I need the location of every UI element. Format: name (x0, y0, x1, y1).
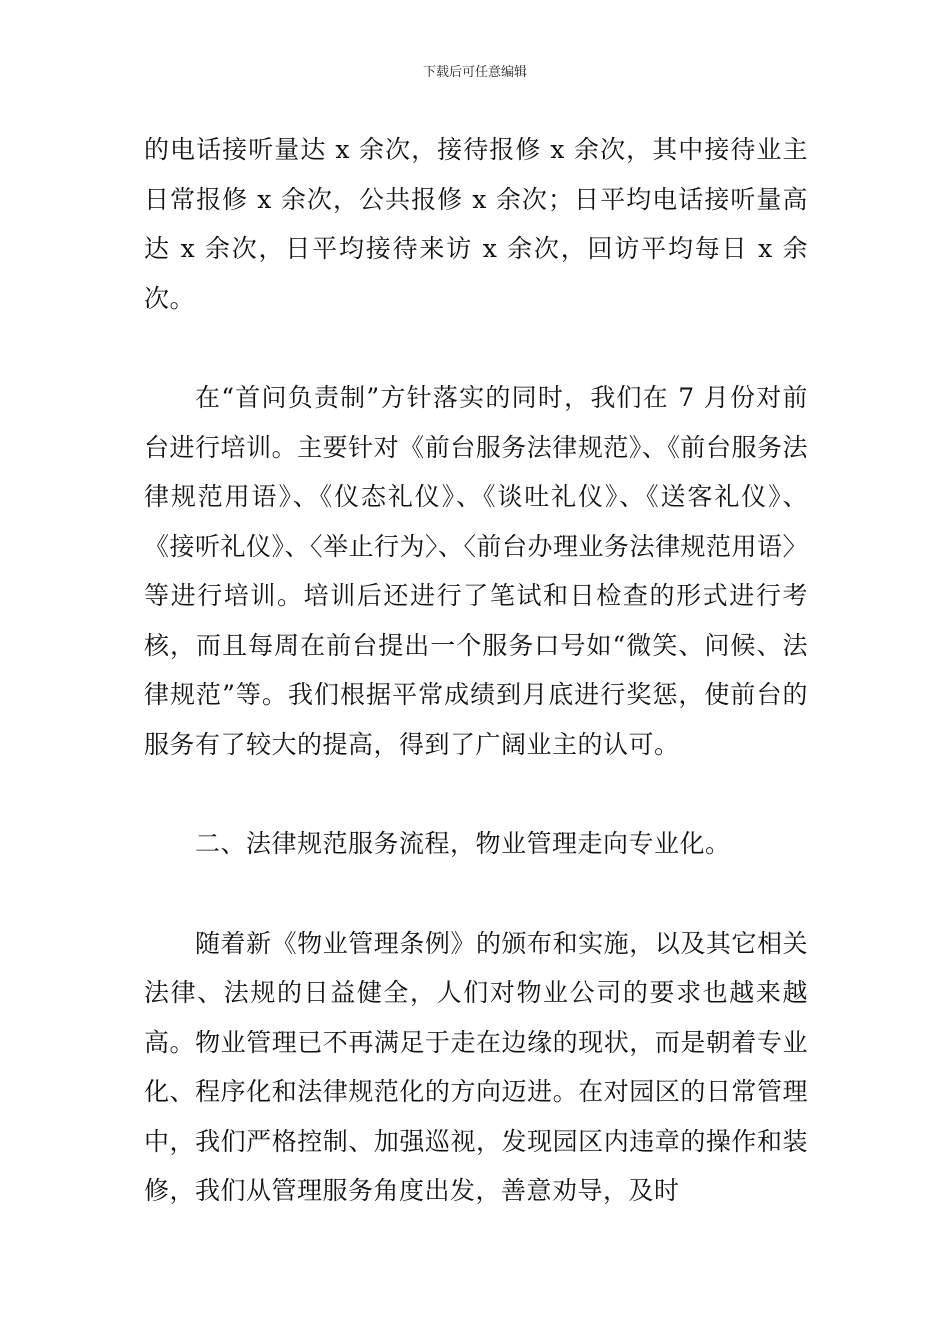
paragraph-call-statistics: 的电话接听量达 x 余次，接待报修 x 余次，其中接待业主日常报修 x 余次，公共报修 x 余次；日平均电话接听量高达 x 余次，日平均接待来访 x 余次，回访平均每日 x 余次。 (144, 135, 808, 313)
section-heading-service-process: 二、法律规范服务流程，物业管理走向专业化。 (195, 829, 731, 858)
paragraph-gap (144, 869, 808, 919)
paragraph-gap (144, 769, 808, 819)
document-body (144, 125, 808, 1216)
paragraph-front-desk-training: 在“首问负责制”方针落实的同时，我们在 7 月份对前台进行培训。主要针对《前台服务法律规范》、《前台服务法律规范用语》、《仪态礼仪》、《谈吐礼仪》、《送客礼仪》、《接听礼仪》、〈举止行为〉、〈前台办理业务法律规范用语〉等进行培训。培训后还进行了笔试和日检查的形式进行考核，而且每周在前台提出一个服务口号如“微笑、问候、法律规范”等。我们根据平常成绩到月底进行奖惩，使前台的服务有了较大的提高，得到了广阔业主的认可。 (144, 383, 809, 759)
paragraph-property-regulations: 随着新《物业管理条例》的颁布和实施，以及其它相关法律、法规的日益健全，人们对物业公司的要求也越来越高。物业管理已不再满足于走在边缘的现状，而是朝着专业化、程序化和法律规范化的方向迈进。在对园区的日常管理中，我们严格控制、加强巡视，发现园区内违章的操作和装修，我们从管理服务角度出发，善意劝导，及时 (144, 928, 808, 1205)
page-header-note: 下载后可任意编辑 (422, 65, 527, 80)
paragraph-gap (144, 323, 808, 373)
